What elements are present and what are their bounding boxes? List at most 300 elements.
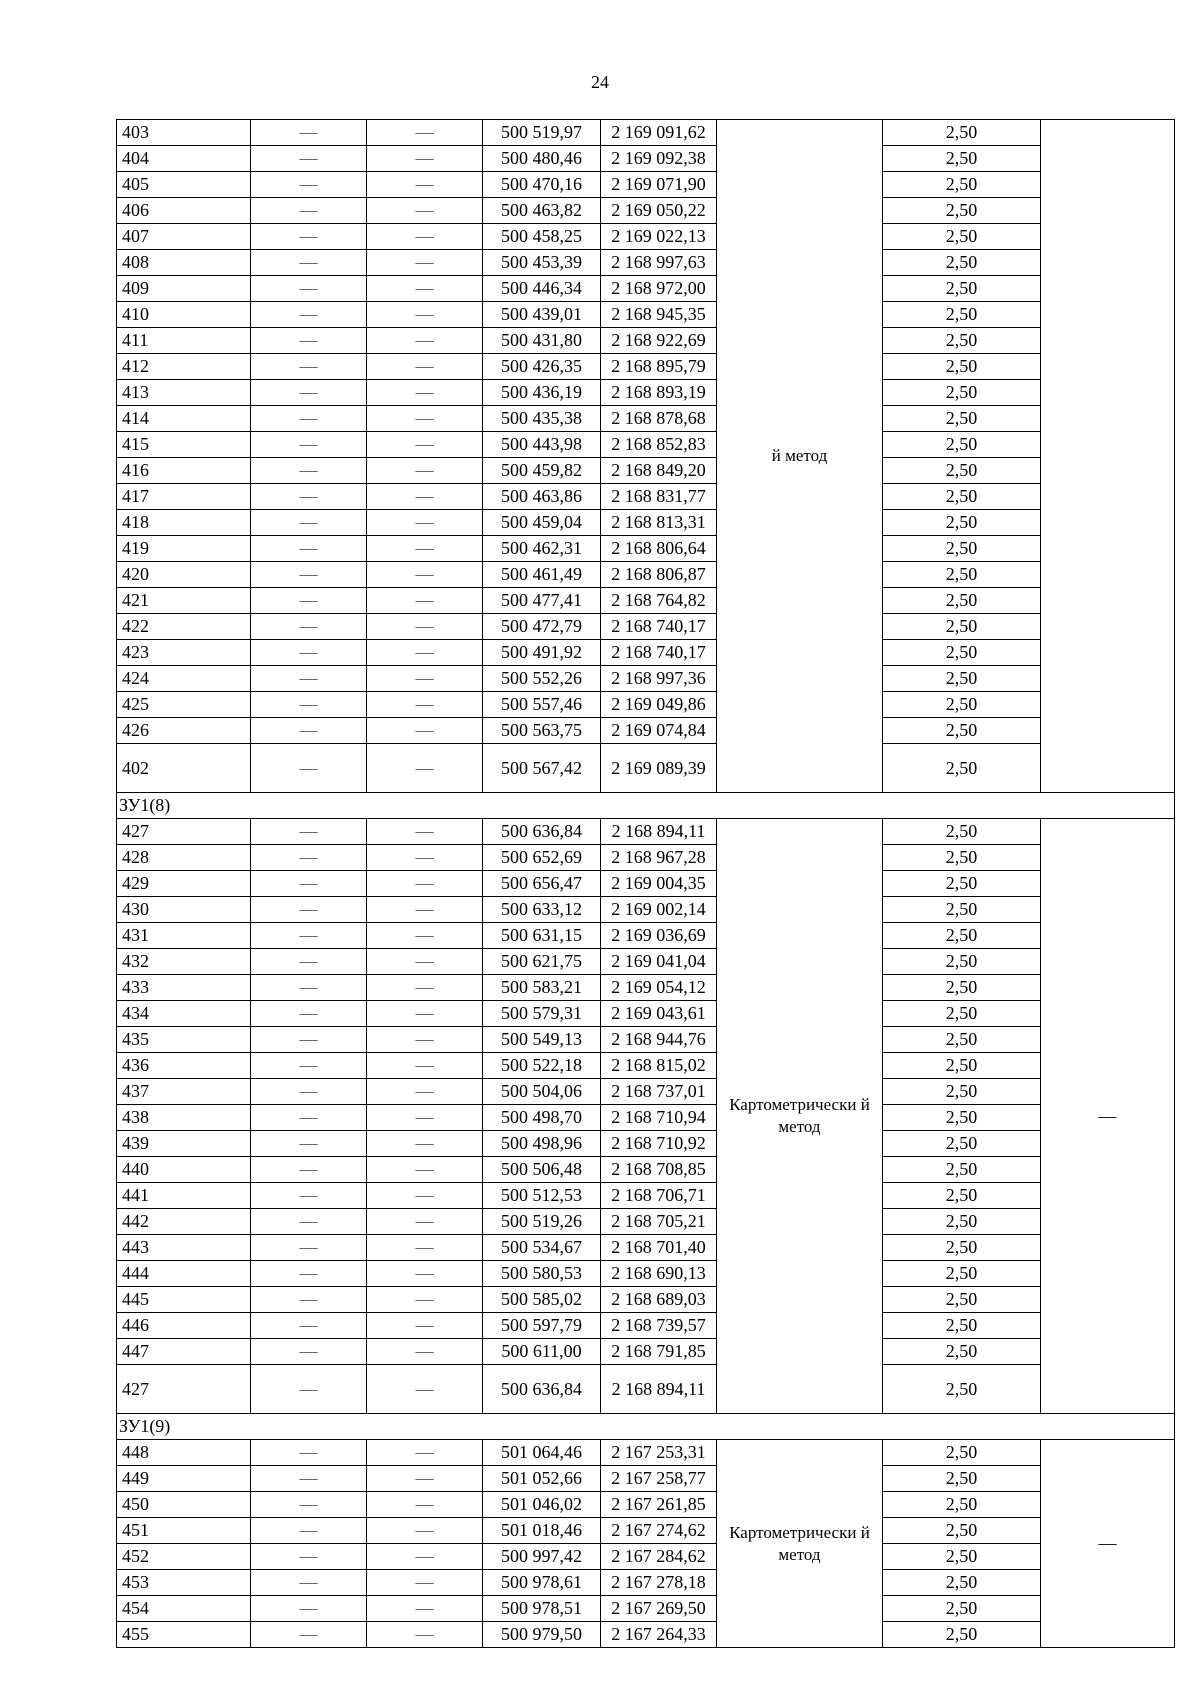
coord-x: 500 631,15 xyxy=(483,923,601,949)
dash-cell: — xyxy=(367,819,483,845)
table-row xyxy=(117,1365,1175,1414)
point-number: 419 xyxy=(117,536,251,562)
dash-cell: — xyxy=(367,718,483,744)
dash-cell: — xyxy=(367,562,483,588)
coordinates-table xyxy=(116,119,1175,1648)
dash-cell: — xyxy=(251,1027,367,1053)
coord-x: 500 997,42 xyxy=(483,1544,601,1570)
coord-y: 2 167 284,62 xyxy=(601,1544,717,1570)
coord-x: 500 472,79 xyxy=(483,614,601,640)
dash-cell: — xyxy=(367,198,483,224)
precision-value: 2,50 xyxy=(883,484,1041,510)
table-row xyxy=(117,250,1175,276)
coord-y: 2 168 894,11 xyxy=(601,819,717,845)
dash-cell: — xyxy=(251,1339,367,1365)
coord-x: 500 461,49 xyxy=(483,562,601,588)
dash-cell: — xyxy=(367,276,483,302)
dash-cell: — xyxy=(367,354,483,380)
coord-x: 500 498,96 xyxy=(483,1131,601,1157)
coord-x: 500 453,39 xyxy=(483,250,601,276)
coord-y: 2 168 894,11 xyxy=(601,1365,717,1414)
point-number: 435 xyxy=(117,1027,251,1053)
point-number: 443 xyxy=(117,1235,251,1261)
dash-cell: — xyxy=(367,1570,483,1596)
point-number: 410 xyxy=(117,302,251,328)
precision-value: 2,50 xyxy=(883,250,1041,276)
coord-y: 2 168 764,82 xyxy=(601,588,717,614)
table-row xyxy=(117,1466,1175,1492)
point-number: 418 xyxy=(117,510,251,536)
precision-value: 2,50 xyxy=(883,328,1041,354)
point-number: 408 xyxy=(117,250,251,276)
dash-cell: — xyxy=(367,845,483,871)
table-row xyxy=(117,562,1175,588)
table-row xyxy=(117,1235,1175,1261)
point-number: 406 xyxy=(117,198,251,224)
precision-value: 2,50 xyxy=(883,1365,1041,1414)
point-number: 421 xyxy=(117,588,251,614)
dash-cell: — xyxy=(367,458,483,484)
point-number: 434 xyxy=(117,1001,251,1027)
point-number: 423 xyxy=(117,640,251,666)
dash-cell: — xyxy=(367,923,483,949)
coord-y: 2 168 737,01 xyxy=(601,1079,717,1105)
dash-cell: — xyxy=(251,1157,367,1183)
coord-y: 2 169 054,12 xyxy=(601,975,717,1001)
coord-y: 2 168 701,40 xyxy=(601,1235,717,1261)
table-row xyxy=(117,588,1175,614)
coord-y: 2 169 089,39 xyxy=(601,744,717,793)
precision-value: 2,50 xyxy=(883,614,1041,640)
coord-x: 500 978,61 xyxy=(483,1570,601,1596)
precision-value: 2,50 xyxy=(883,1518,1041,1544)
precision-value: 2,50 xyxy=(883,640,1041,666)
precision-value: 2,50 xyxy=(883,198,1041,224)
precision-value: 2,50 xyxy=(883,1466,1041,1492)
point-number: 454 xyxy=(117,1596,251,1622)
table-row xyxy=(117,975,1175,1001)
dash-cell: — xyxy=(251,536,367,562)
coord-y: 2 168 944,76 xyxy=(601,1027,717,1053)
section-row xyxy=(117,793,1175,819)
coord-y: 2 168 945,35 xyxy=(601,302,717,328)
point-number: 404 xyxy=(117,146,251,172)
coord-y: 2 168 740,17 xyxy=(601,614,717,640)
coord-y: 2 167 269,50 xyxy=(601,1596,717,1622)
coord-y: 2 168 710,92 xyxy=(601,1131,717,1157)
point-number: 407 xyxy=(117,224,251,250)
coord-y: 2 169 002,14 xyxy=(601,897,717,923)
coord-x: 500 446,34 xyxy=(483,276,601,302)
coord-x: 500 504,06 xyxy=(483,1079,601,1105)
point-number: 427 xyxy=(117,1365,251,1414)
point-number: 416 xyxy=(117,458,251,484)
table-row xyxy=(117,458,1175,484)
coord-x: 500 583,21 xyxy=(483,975,601,1001)
dash-cell: — xyxy=(251,1440,367,1466)
dash-cell: — xyxy=(367,432,483,458)
table-row xyxy=(117,614,1175,640)
dash-cell: — xyxy=(251,328,367,354)
dash-cell: — xyxy=(251,1131,367,1157)
table-row xyxy=(117,224,1175,250)
dash-cell: — xyxy=(251,146,367,172)
precision-value: 2,50 xyxy=(883,1235,1041,1261)
point-number: 455 xyxy=(117,1622,251,1648)
table-row xyxy=(117,302,1175,328)
table-row xyxy=(117,1027,1175,1053)
coord-y: 2 168 893,19 xyxy=(601,380,717,406)
dash-cell: — xyxy=(251,1622,367,1648)
dash-cell: — xyxy=(251,666,367,692)
table-row xyxy=(117,1001,1175,1027)
dash-cell: — xyxy=(367,1209,483,1235)
dash-cell: — xyxy=(251,1235,367,1261)
coord-y: 2 167 261,85 xyxy=(601,1492,717,1518)
point-number: 436 xyxy=(117,1053,251,1079)
dash-cell: — xyxy=(251,120,367,146)
table-row xyxy=(117,1570,1175,1596)
dash-cell: — xyxy=(367,120,483,146)
precision-value: 2,50 xyxy=(883,172,1041,198)
table-row xyxy=(117,1209,1175,1235)
coord-x: 500 458,25 xyxy=(483,224,601,250)
dash-cell: — xyxy=(251,1053,367,1079)
coord-y: 2 169 022,13 xyxy=(601,224,717,250)
coord-x: 500 534,67 xyxy=(483,1235,601,1261)
table-row xyxy=(117,1261,1175,1287)
dash-cell: — xyxy=(251,224,367,250)
precision-value: 2,50 xyxy=(883,1570,1041,1596)
coord-y: 2 169 049,86 xyxy=(601,692,717,718)
dash-cell: — xyxy=(367,1492,483,1518)
table-row xyxy=(117,1079,1175,1105)
dash-cell: — xyxy=(367,1027,483,1053)
point-number: 413 xyxy=(117,380,251,406)
point-number: 409 xyxy=(117,276,251,302)
coord-x: 501 064,46 xyxy=(483,1440,601,1466)
dash-cell: — xyxy=(367,250,483,276)
dash-cell: — xyxy=(251,845,367,871)
dash-cell: — xyxy=(367,1466,483,1492)
coord-y: 2 168 849,20 xyxy=(601,458,717,484)
table-row xyxy=(117,1131,1175,1157)
table-row xyxy=(117,1157,1175,1183)
table-row xyxy=(117,640,1175,666)
coord-x: 500 522,18 xyxy=(483,1053,601,1079)
note-cell: — xyxy=(1041,819,1175,1414)
coord-x: 500 436,19 xyxy=(483,380,601,406)
coord-y: 2 167 274,62 xyxy=(601,1518,717,1544)
coord-x: 500 506,48 xyxy=(483,1157,601,1183)
dash-cell: — xyxy=(367,897,483,923)
coord-y: 2 168 831,77 xyxy=(601,484,717,510)
coord-y: 2 169 036,69 xyxy=(601,923,717,949)
dash-cell: — xyxy=(367,1183,483,1209)
point-number: 437 xyxy=(117,1079,251,1105)
coord-x: 500 519,26 xyxy=(483,1209,601,1235)
dash-cell: — xyxy=(251,1001,367,1027)
dash-cell: — xyxy=(367,1622,483,1648)
coord-y: 2 168 806,64 xyxy=(601,536,717,562)
dash-cell: — xyxy=(367,328,483,354)
coord-x: 500 439,01 xyxy=(483,302,601,328)
coord-x: 500 636,84 xyxy=(483,1365,601,1414)
dash-cell: — xyxy=(251,380,367,406)
dash-cell: — xyxy=(367,1053,483,1079)
dash-cell: — xyxy=(251,1209,367,1235)
precision-value: 2,50 xyxy=(883,432,1041,458)
precision-value: 2,50 xyxy=(883,744,1041,793)
point-number: 441 xyxy=(117,1183,251,1209)
coord-y: 2 169 004,35 xyxy=(601,871,717,897)
coord-x: 500 435,38 xyxy=(483,406,601,432)
dash-cell: — xyxy=(367,536,483,562)
dash-cell: — xyxy=(251,819,367,845)
point-number: 453 xyxy=(117,1570,251,1596)
coord-y: 2 168 739,57 xyxy=(601,1313,717,1339)
dash-cell: — xyxy=(367,1261,483,1287)
table-row xyxy=(117,1313,1175,1339)
table-row xyxy=(117,146,1175,172)
precision-value: 2,50 xyxy=(883,718,1041,744)
dash-cell: — xyxy=(251,432,367,458)
point-number: 445 xyxy=(117,1287,251,1313)
dash-cell: — xyxy=(251,1466,367,1492)
coord-y: 2 168 895,79 xyxy=(601,354,717,380)
precision-value: 2,50 xyxy=(883,1027,1041,1053)
table-body xyxy=(117,120,1175,1648)
point-number: 420 xyxy=(117,562,251,588)
dash-cell: — xyxy=(251,614,367,640)
table-row xyxy=(117,744,1175,793)
point-number: 446 xyxy=(117,1313,251,1339)
point-number: 426 xyxy=(117,718,251,744)
precision-value: 2,50 xyxy=(883,354,1041,380)
precision-value: 2,50 xyxy=(883,1053,1041,1079)
table-row xyxy=(117,510,1175,536)
dash-cell: — xyxy=(251,1518,367,1544)
dash-cell: — xyxy=(251,1079,367,1105)
dash-cell: — xyxy=(367,1339,483,1365)
precision-value: 2,50 xyxy=(883,302,1041,328)
coord-x: 500 491,92 xyxy=(483,640,601,666)
table-row xyxy=(117,1287,1175,1313)
precision-value: 2,50 xyxy=(883,458,1041,484)
point-number: 417 xyxy=(117,484,251,510)
point-number: 444 xyxy=(117,1261,251,1287)
table-row xyxy=(117,1053,1175,1079)
coord-x: 500 636,84 xyxy=(483,819,601,845)
coord-y: 2 168 815,02 xyxy=(601,1053,717,1079)
coord-x: 500 512,53 xyxy=(483,1183,601,1209)
precision-value: 2,50 xyxy=(883,536,1041,562)
precision-value: 2,50 xyxy=(883,120,1041,146)
method-cell: Картометрически й метод xyxy=(717,819,883,1414)
coord-y: 2 168 997,36 xyxy=(601,666,717,692)
coord-y: 2 168 806,87 xyxy=(601,562,717,588)
precision-value: 2,50 xyxy=(883,871,1041,897)
coord-y: 2 169 043,61 xyxy=(601,1001,717,1027)
point-number: 432 xyxy=(117,949,251,975)
table-row xyxy=(117,666,1175,692)
coord-x: 500 462,31 xyxy=(483,536,601,562)
dash-cell: — xyxy=(367,380,483,406)
precision-value: 2,50 xyxy=(883,1079,1041,1105)
coord-y: 2 168 708,85 xyxy=(601,1157,717,1183)
dash-cell: — xyxy=(251,692,367,718)
dash-cell: — xyxy=(367,172,483,198)
precision-value: 2,50 xyxy=(883,380,1041,406)
table-row xyxy=(117,949,1175,975)
coord-x: 500 652,69 xyxy=(483,845,601,871)
precision-value: 2,50 xyxy=(883,923,1041,949)
table-row xyxy=(117,1596,1175,1622)
precision-value: 2,50 xyxy=(883,819,1041,845)
note-cell: — xyxy=(1041,1440,1175,1648)
precision-value: 2,50 xyxy=(883,1105,1041,1131)
coord-x: 500 611,00 xyxy=(483,1339,601,1365)
dash-cell: — xyxy=(251,276,367,302)
dash-cell: — xyxy=(251,744,367,793)
precision-value: 2,50 xyxy=(883,276,1041,302)
point-number: 402 xyxy=(117,744,251,793)
coord-y: 2 169 071,90 xyxy=(601,172,717,198)
coord-x: 500 979,50 xyxy=(483,1622,601,1648)
coord-x: 500 978,51 xyxy=(483,1596,601,1622)
dash-cell: — xyxy=(367,1131,483,1157)
point-number: 427 xyxy=(117,819,251,845)
dash-cell: — xyxy=(251,975,367,1001)
dash-cell: — xyxy=(367,1313,483,1339)
section-label: ЗУ1(9) xyxy=(117,1414,1175,1440)
coord-y: 2 168 852,83 xyxy=(601,432,717,458)
point-number: 433 xyxy=(117,975,251,1001)
precision-value: 2,50 xyxy=(883,975,1041,1001)
coord-x: 500 470,16 xyxy=(483,172,601,198)
precision-value: 2,50 xyxy=(883,666,1041,692)
precision-value: 2,50 xyxy=(883,1492,1041,1518)
dash-cell: — xyxy=(367,224,483,250)
method-cell: й метод xyxy=(717,120,883,793)
dash-cell: — xyxy=(367,146,483,172)
coord-x: 500 597,79 xyxy=(483,1313,601,1339)
dash-cell: — xyxy=(367,975,483,1001)
precision-value: 2,50 xyxy=(883,1596,1041,1622)
coord-y: 2 168 710,94 xyxy=(601,1105,717,1131)
coord-x: 500 443,98 xyxy=(483,432,601,458)
point-number: 431 xyxy=(117,923,251,949)
dash-cell: — xyxy=(367,1365,483,1414)
precision-value: 2,50 xyxy=(883,1261,1041,1287)
dash-cell: — xyxy=(367,1287,483,1313)
coord-x: 501 052,66 xyxy=(483,1466,601,1492)
table-row xyxy=(117,1105,1175,1131)
dash-cell: — xyxy=(251,250,367,276)
page-number: 24 xyxy=(591,72,609,92)
dash-cell: — xyxy=(367,692,483,718)
coord-x: 500 459,82 xyxy=(483,458,601,484)
dash-cell: — xyxy=(367,1001,483,1027)
precision-value: 2,50 xyxy=(883,1157,1041,1183)
coord-x: 500 552,26 xyxy=(483,666,601,692)
coord-y: 2 168 791,85 xyxy=(601,1339,717,1365)
coord-x: 501 046,02 xyxy=(483,1492,601,1518)
coord-x: 500 633,12 xyxy=(483,897,601,923)
dash-cell: — xyxy=(367,1105,483,1131)
dash-cell: — xyxy=(367,1079,483,1105)
dash-cell: — xyxy=(367,302,483,328)
dash-cell: — xyxy=(251,949,367,975)
dash-cell: — xyxy=(367,588,483,614)
point-number: 425 xyxy=(117,692,251,718)
section-row xyxy=(117,1414,1175,1440)
precision-value: 2,50 xyxy=(883,845,1041,871)
table-row xyxy=(117,536,1175,562)
table-row xyxy=(117,871,1175,897)
precision-value: 2,50 xyxy=(883,1209,1041,1235)
coord-x: 500 498,70 xyxy=(483,1105,601,1131)
coord-x: 500 480,46 xyxy=(483,146,601,172)
dash-cell: — xyxy=(251,172,367,198)
coord-y: 2 167 278,18 xyxy=(601,1570,717,1596)
precision-value: 2,50 xyxy=(883,1001,1041,1027)
table-row xyxy=(117,120,1175,146)
coord-x: 500 579,31 xyxy=(483,1001,601,1027)
coord-x: 501 018,46 xyxy=(483,1518,601,1544)
table-row xyxy=(117,923,1175,949)
dash-cell: — xyxy=(251,1570,367,1596)
table-row xyxy=(117,897,1175,923)
section-label: ЗУ1(8) xyxy=(117,793,1175,819)
table-row xyxy=(117,1622,1175,1648)
point-number: 429 xyxy=(117,871,251,897)
table-row xyxy=(117,845,1175,871)
dash-cell: — xyxy=(251,510,367,536)
point-number: 449 xyxy=(117,1466,251,1492)
point-number: 452 xyxy=(117,1544,251,1570)
coord-y: 2 168 813,31 xyxy=(601,510,717,536)
coord-x: 500 431,80 xyxy=(483,328,601,354)
point-number: 440 xyxy=(117,1157,251,1183)
dash-cell: — xyxy=(251,1313,367,1339)
table-row xyxy=(117,406,1175,432)
coord-y: 2 167 258,77 xyxy=(601,1466,717,1492)
coord-y: 2 168 706,71 xyxy=(601,1183,717,1209)
precision-value: 2,50 xyxy=(883,692,1041,718)
precision-value: 2,50 xyxy=(883,1622,1041,1648)
table-row xyxy=(117,819,1175,845)
dash-cell: — xyxy=(367,871,483,897)
dash-cell: — xyxy=(251,640,367,666)
dash-cell: — xyxy=(251,302,367,328)
note-cell xyxy=(1041,120,1175,793)
dash-cell: — xyxy=(251,1261,367,1287)
point-number: 448 xyxy=(117,1440,251,1466)
coord-x: 500 563,75 xyxy=(483,718,601,744)
dash-cell: — xyxy=(367,406,483,432)
point-number: 424 xyxy=(117,666,251,692)
coord-y: 2 168 740,17 xyxy=(601,640,717,666)
dash-cell: — xyxy=(367,949,483,975)
precision-value: 2,50 xyxy=(883,510,1041,536)
dash-cell: — xyxy=(251,1596,367,1622)
dash-cell: — xyxy=(367,614,483,640)
precision-value: 2,50 xyxy=(883,588,1041,614)
dash-cell: — xyxy=(251,562,367,588)
coord-y: 2 168 689,03 xyxy=(601,1287,717,1313)
point-number: 428 xyxy=(117,845,251,871)
